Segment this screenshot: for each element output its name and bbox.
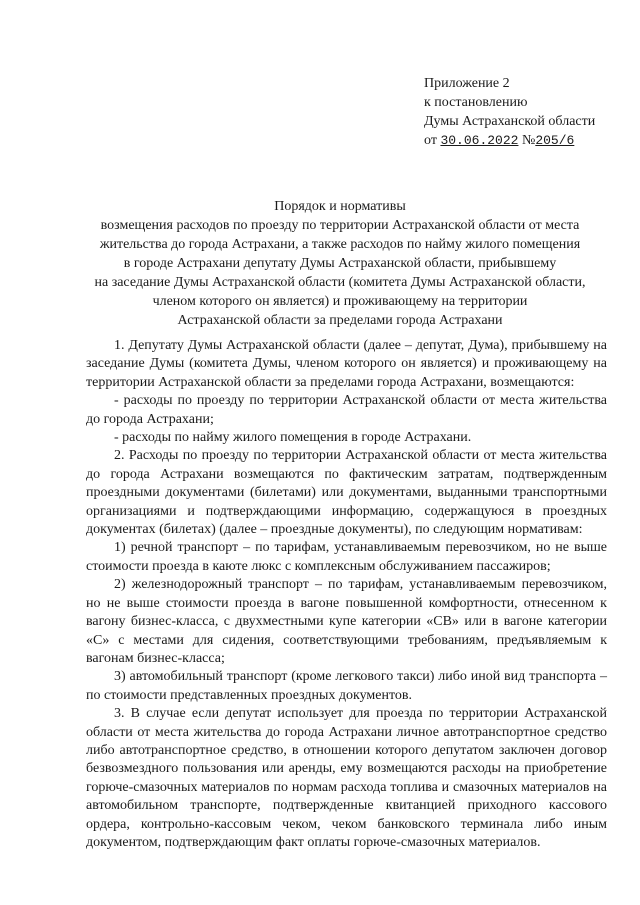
- title-line: Порядок и нормативы: [274, 199, 406, 214]
- date-prefix: от: [424, 133, 437, 148]
- document-title: [60, 197, 620, 330]
- appendix-date-line: [424, 131, 595, 150]
- paragraph-rail-transport: 2) железнодорожный транспорт – по тарифам, устанавливаемым перевозчиком, но не выше стоимости проезда в вагоне повышенной комфортности, отнесенном к вагону бизнес-класса, с двухместными купе категории «СВ» или в вагоне категории «С» с местами для сидения, соответствующими требованиям, предъявляемым к вагонам бизнес-класса;: [86, 577, 607, 666]
- title-line: жительства до города Астрахани, а также расходов по найму жилого помещения: [99, 237, 581, 252]
- title-line: членом которого он является) и проживающему на территории: [152, 294, 528, 309]
- paragraph-river-transport: 1) речной транспорт – по тарифам, устанавливаемым перевозчиком, но не выше стоимости проезда в каюте люкс с комплексным обслуживанием пассажиров;: [86, 540, 607, 574]
- paragraph-2: 2. Расходы по проезду по территории Астраханской области от места жительства до города Астрахани возмещаются по фактическим затратам, подтвержденным проездными документами (билетами) или документами, выданными транспортными организациями и подтверждающими информацию, содержащуюся в проездных документах (билетах) (далее – проездные документы), по следующим нормативам:: [86, 448, 607, 538]
- appendix-header: [424, 74, 595, 150]
- title-line: возмещения расходов по проезду по территории Астраханской области от места: [100, 218, 580, 233]
- paragraph-1: 1. Депутату Думы Астраханской области (далее – депутат, Дума), прибывшему на заседание Думы (комитета Думы, членом которого он является) и проживающему на территории Астраханской области за пределами города Астрахани, возмещаются:: [86, 338, 607, 390]
- resolution-number: 205/6: [535, 133, 575, 148]
- document-body: [86, 337, 607, 852]
- appendix-reference: к постановлению: [424, 95, 528, 110]
- title-line: в городе Астрахани депутату Думы Астраханской области, прибывшему: [123, 256, 557, 271]
- title-line: Астраханской области за пределами города Астрахани: [177, 313, 503, 328]
- paragraph-3: 3. В случае если депутат использует для проезда по территории Астраханской области от места жительства до города Астрахани личное автотранспортное средство либо автотранспортное средство, в отношении которого депутатом заключен договор безвозмездного пользования или аренды, ему возмещаются расходы на приобретение горюче-смазочных материалов по нормам расхода топлива и смазочных материалов на автомобильном транспорте, подтвержденные квитанцией приходного кассового ордера, контрольно-кассовым чеком, чеком банковского терминала либо иным документом, подтверждающим факт оплаты горюче-смазочных материалов.: [86, 706, 607, 850]
- paragraph-list-item: - расходы по проезду по территории Астраханской области от места жительства до города Астрахани;: [86, 393, 607, 427]
- paragraph-list-item: - расходы по найму жилого помещения в городе Астрахани.: [114, 430, 472, 446]
- appendix-title: Приложение 2: [424, 76, 510, 91]
- appendix-authority: Думы Астраханской области: [424, 114, 596, 129]
- resolution-date: 30.06.2022: [440, 133, 519, 148]
- title-line: на заседание Думы Астраханской области (комитета Думы Астраханской области,: [94, 275, 586, 290]
- paragraph-road-transport: 3) автомобильный транспорт (кроме легкового такси) либо иной вид транспорта – по стоимости представленных проездных документов.: [86, 669, 607, 703]
- number-prefix: №: [521, 133, 536, 148]
